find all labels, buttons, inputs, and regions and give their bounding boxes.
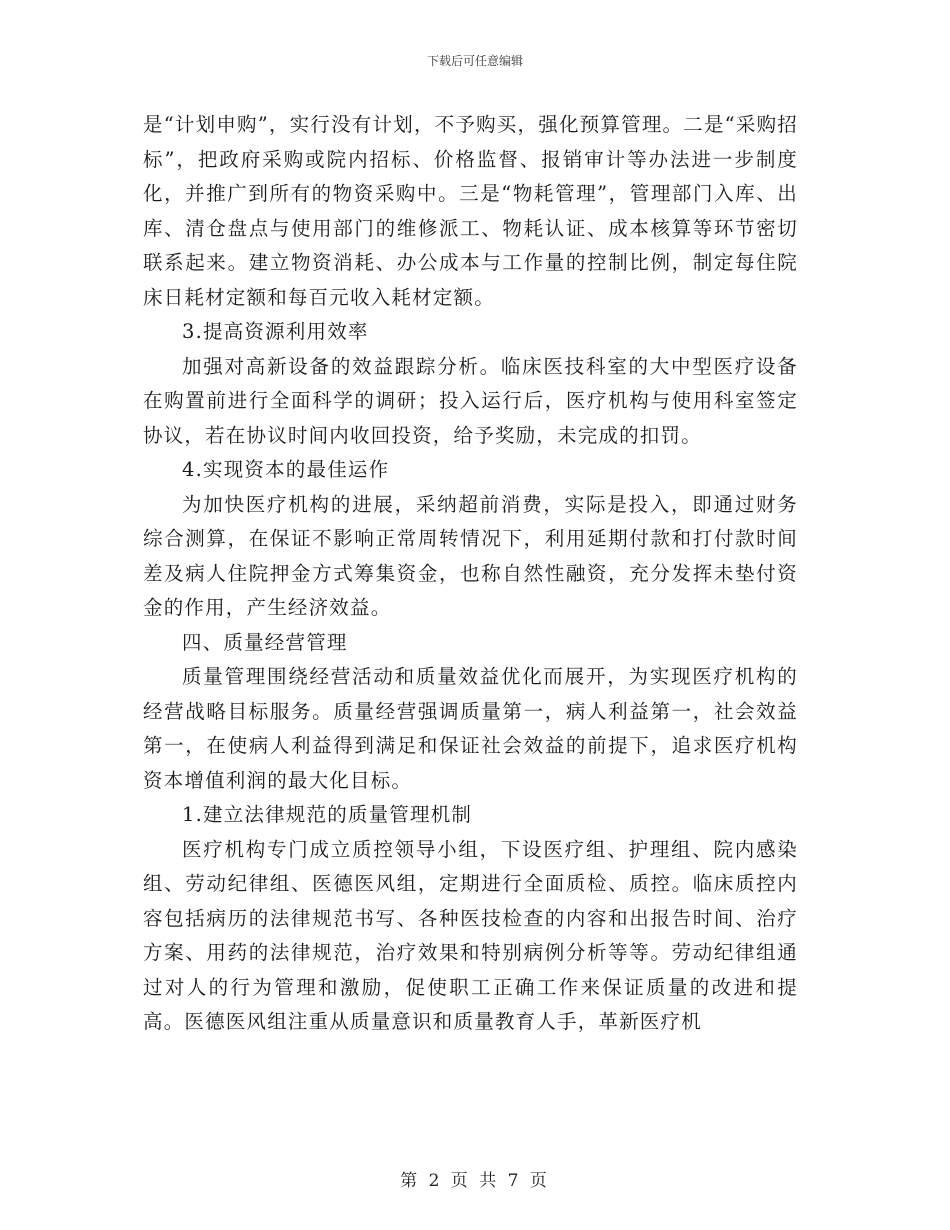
heading-resource-efficiency: 3.提高资源利用效率	[182, 320, 369, 343]
paragraph-financing: 为加快医疗机构的进展，采纳超前消费，实际是投入，即通过财务综合测算，在保证不影响正常周转情况下，利用延期付款和打付款时间差及病人住院押金方式筹集资金，也称自然性融资，充分发挥未垫付资金的作用，产生经济效益。	[143, 492, 798, 619]
paragraph-equipment-benefit: 加强对高新设备的效益跟踪分析。临床医技科室的大中型医疗设备在购置前进行全面科学的调研；投入运行后，医疗机构与使用科室签定协议，若在协议时间内收回投资，给予奖励，未完成的扣罚。	[143, 354, 798, 447]
heading-legal-quality-mechanism: 1.建立法律规范的质量管理机制	[182, 803, 473, 826]
page-number: 第 2 页 共 7 页	[400, 1171, 550, 1191]
heading-quality-management: 四、质量经营管理	[182, 630, 348, 654]
document-body	[143, 108, 798, 1040]
page-header: 下载后可任意编辑	[426, 54, 523, 68]
heading-capital-operation: 4.实现资本的最佳运作	[182, 458, 390, 481]
paragraph-quality-overview: 质量管理围绕经营活动和质量效益优化而展开，为实现医疗机构的经营战略目标服务。质量经营强调质量第一，病人利益第一，社会效益第一，在使病人利益得到满足和保证社会效益的前提下，追求医疗机构资本增值利润的最大化目标。	[143, 665, 798, 792]
paragraph-quality-control: 医疗机构专门成立质控领导小组，下设医疗组、护理组、院内感染组、劳动纪律组、医德医风组，定期进行全面质检、质控。临床质控内容包括病历的法律规范书写、各种医技检查的内容和出报告时间、治疗方案、用药的法律规范，治疗效果和特别病例分析等等。劳动纪律组通过对人的行为管理和激励，促使职工正确工作来保证质量的改进和提高。医德医风组注重从质量意识和质量教育人手，革新医疗机	[143, 837, 798, 1033]
paragraph-procurement: 是“计划申购”，实行没有计划，不予购买，强化预算管理。二是“采购招标”，把政府采购或院内招标、价格监督、报销审计等办法进一步制度化，并推广到所有的物资采购中。三是“物耗管理”，管理部门入库、出库、清仓盘点与使用部门的维修派工、物耗认证、成本核算等环节密切联系起来。建立物资消耗、办公成本与工作量的控制比例，制定每住院床日耗材定额和每百元收入耗材定额。	[143, 113, 798, 309]
